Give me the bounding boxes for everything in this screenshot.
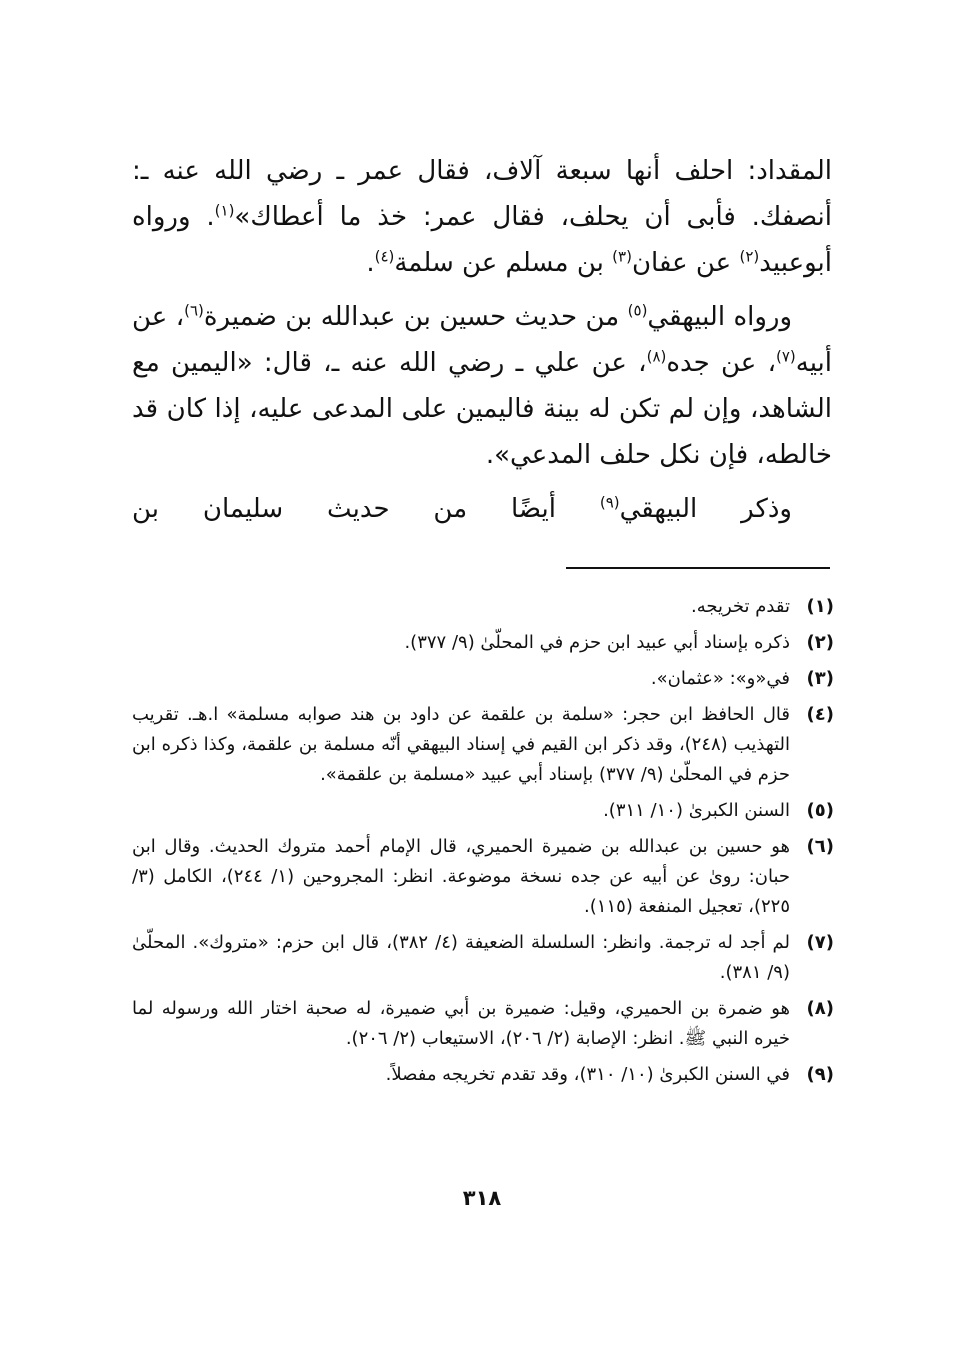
- footnote-ref: (٢): [739, 247, 760, 266]
- text-run: ورواه البيهقي: [647, 302, 792, 332]
- footnote-number: (٩): [806, 1064, 834, 1085]
- footnote-text: ذكره بإسناد أبي عبيد ابن حزم في المحلّىٰ (٩/ ٣٧٧).: [404, 632, 790, 653]
- footnote-text: السنن الكبرىٰ (١٠/ ٣١١).: [603, 800, 790, 821]
- footnote-item: [132, 1060, 834, 1090]
- footnote-ref: (٨): [646, 347, 667, 366]
- text-run: عن عفان: [631, 248, 740, 278]
- footnote-ref: (٧): [775, 347, 796, 366]
- paragraph-1: [132, 148, 832, 286]
- text-run: ، عن أبيه: [132, 302, 832, 378]
- footnote-text: هو ضمرة بن الحميري، وقيل: ضميرة بن أبي ضميرة، له صحبة اختار الله ورسوله لما خيره النبي ﷺ. انظر: الإصابة (٢/ ٢٠٦)، الاستيعاب (٢/ ٢٠٦).: [132, 998, 790, 1049]
- footnote-separator: [566, 567, 830, 569]
- footnote-number: (٤): [806, 704, 834, 725]
- footnote-item: [132, 592, 834, 622]
- footnote-ref: (٩): [599, 493, 620, 512]
- footnote-number: (٦): [806, 836, 834, 857]
- footnote-text: هو حسين بن عبدالله بن ضميرة الحميري، قال الإمام أحمد متروك الحديث. وقال ابن حبان: روىٰ عن أبيه عن جده نسخة موضوعة. انظر: المجروحين (١/ ٢٤٤)، الكامل (٣/ ٢٢٥)، تعجيل المنفعة (١١٥).: [132, 836, 791, 917]
- footnote-item: [132, 928, 834, 988]
- paragraph-2: [132, 294, 832, 478]
- footnote-ref: (١): [214, 201, 235, 220]
- footnotes: [132, 592, 834, 1096]
- footnote-item: [132, 796, 834, 826]
- footnote-item: [132, 700, 834, 790]
- footnote-item: [132, 994, 834, 1054]
- footnote-number: (٥): [806, 800, 834, 821]
- footnote-text: قال الحافظ ابن حجر: «سلمة بن علقمة عن داود بن هند صوابه مسلمة» ا.هـ. تقريب التهذيب (٢٤٨)، وقد ذكر ابن القيم في إسناد البيهقي أنّه مسلمة بن علقمة، وكذا ذكره ابن حزم في المحلّىٰ (٩/ ٣٧٧) بإسناد أبي عبيد «مسلمة بن علقمة».: [132, 704, 790, 785]
- footnote-text: تقدم تخريجه.: [691, 596, 790, 617]
- footnote-ref: (٤): [374, 247, 395, 266]
- footnote-item: [132, 832, 834, 922]
- text-run: ، عن جده: [666, 348, 776, 378]
- footnote-number: (١): [806, 596, 834, 617]
- footnote-number: (٢): [806, 632, 834, 653]
- footnote-ref: (٥): [627, 301, 648, 320]
- footnote-number: (٣): [806, 668, 834, 689]
- paragraph-3: [132, 486, 832, 532]
- main-text: [132, 148, 832, 540]
- page-number: ٣١٨: [462, 1186, 502, 1210]
- text-run: من حديث حسين بن عبدالله بن ضميرة: [203, 302, 628, 332]
- footnote-ref: (٣): [612, 247, 632, 266]
- footnote-number: (٨): [806, 998, 834, 1019]
- footnote-ref: (٦): [184, 301, 204, 320]
- text-run: المقداد: احلف أنها سبعة آلاف، فقال عمر ـ رضي الله عنه ـ: أنصفك. فأبى أن يحلف، فقال عمر: خذ ما أعطاك»: [132, 156, 832, 232]
- footnote-item: [132, 664, 834, 694]
- footnote-text: لم أجد له ترجمة. وانظر: السلسلة الضعيفة (٤/ ٣٨٢)، قال ابن حزم: «متروك». المحلّىٰ (٩/ ٣٨١).: [132, 932, 790, 983]
- text-run: بن مسلم عن سلمة: [394, 248, 613, 278]
- footnote-text: في«و»: «عثمان».: [650, 668, 790, 689]
- text-run: ، عن علي ـ رضي الله عنه ـ، قال: «اليمين مع الشاهد، وإن لم تكن له بينة فاليمين على المدعى عليه، إذا كان قد خالطه، فإن نكل حلف المدعي».: [132, 348, 832, 470]
- footnote-text: في السنن الكبرىٰ (١٠/ ٣١٠)، وقد تقدم تخريجه مفصلاً.: [385, 1064, 790, 1085]
- footnote-item: [132, 628, 834, 658]
- text-run: وذكر البيهقي: [619, 494, 792, 524]
- text-run: .: [366, 248, 375, 278]
- text-run: أيضًا من حديث سليمان بن: [132, 494, 600, 524]
- text-run: . ورواه أبوعبيد: [132, 202, 832, 278]
- footnote-number: (٧): [806, 932, 834, 953]
